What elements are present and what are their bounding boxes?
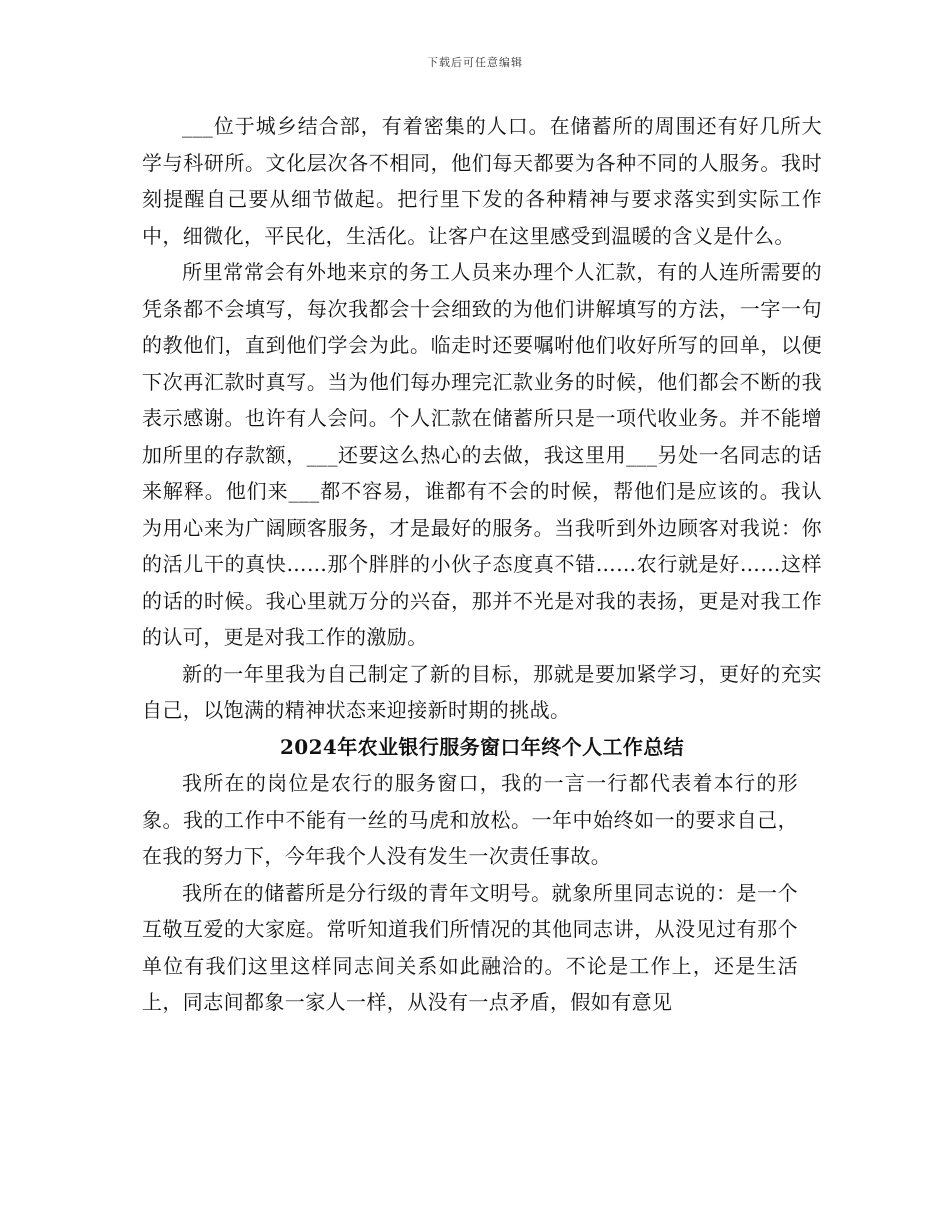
paragraph-new-year-goal: 新的一年里我为自己制定了新的目标，那就是要加紧学习，更好的充实自己，以饱满的精神状态来迎接新时期的挑战。 [142, 661, 822, 722]
page-header: 下载后可任意编辑 [427, 56, 523, 69]
document-body [142, 108, 822, 1021]
section-title: 2024年农业银行服务窗口年终个人工作总结 [279, 734, 685, 759]
paragraph-location: ___位于城乡结合部，有着密集的人口。在储蓄所的周围还有好几所大学与科研所。文化层次各不相同，他们每天都要为各种不同的人服务。我时刻提醒自己要从细节做起。把行里下发的各种精神与要求落实到实际工作中，细微化，平民化，生活化。让客户在这里感受到温暖的含义是什么。 [142, 114, 822, 248]
paragraph-youth-civilization: 我所在的储蓄所是分行级的青年文明号。就象所里同志说的：是一个互敬互爱的大家庭。常听知道我们所情况的其他同志讲，从没见过有那个单位有我们这里这样同志间关系如此融洽的。不论是工作上，还是生活上，同志间都象一家人一样，从没有一点矛盾，假如有意见 [142, 880, 798, 1014]
paragraph-service-window: 我所在的岗位是农行的服务窗口，我的一言一行都代表着本行的形象。我的工作中不能有一丝的马虎和放松。一年中始终如一的要求自己，在我的努力下，今年我个人没有发生一次责任事故。 [142, 771, 798, 868]
paragraph-remittance: 所里常常会有外地来京的务工人员来办理个人汇款，有的人连所需要的凭条都不会填写，每次我都会十会细致的为他们讲解填写的方法，一字一句的教他们，直到他们学会为此。临走时还要嘱咐他们收好所写的回单，以便下次再汇款时真写。当为他们每办理完汇款业务的时候，他们都会不断的我表示感谢。也许有人会问。个人汇款在储蓄所只是一项代收业务。并不能增加所里的存款额，___还要这么热心的去做，我这里用___另处一名同志的话来解释。他们来___都不容易，谁都有不会的时候，帮他们是应该的。我认为用心来为广阔顾客服务，才是最好的服务。当我听到外边顾客对我说：你的活儿干的真快……那个胖胖的小伙子态度真不错……农行就是好……这样的话的时候。我心里就万分的兴奋，那并不光是对我的表扬，更是对我工作的认可，更是对我工作的激励。 [142, 260, 822, 649]
